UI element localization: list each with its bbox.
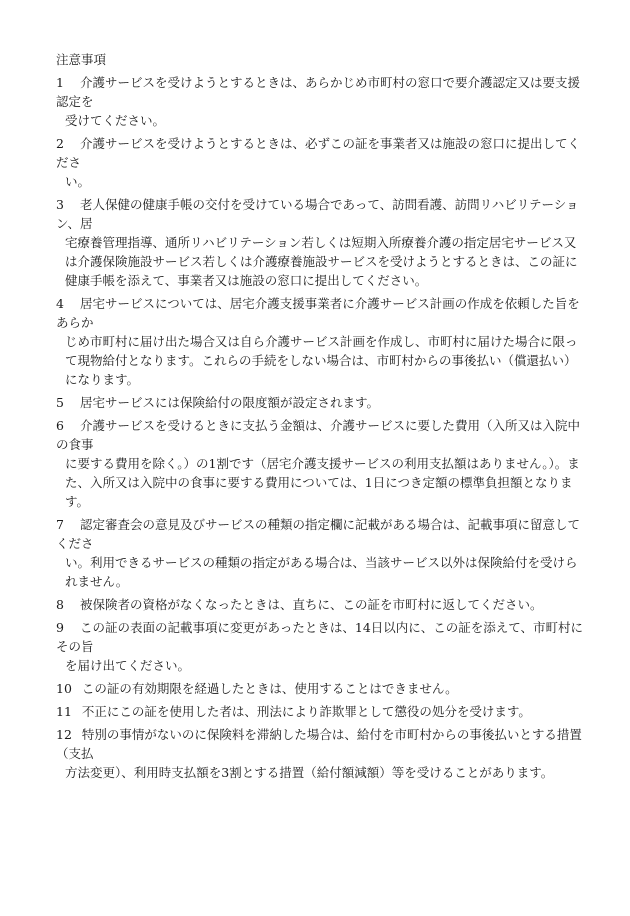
note-number: 6 <box>56 418 64 433</box>
note-text-first-line: この証の表面の記載事項に変更があったときは、14日以内に、この証を添えて、市町村にその旨 <box>56 620 584 654</box>
note-item-12 <box>56 725 584 782</box>
note-number: 10 <box>56 681 72 696</box>
note-item-1 <box>56 73 584 130</box>
note-item-6 <box>56 416 584 511</box>
note-text-first-line: 居宅サービスには保険給付の限度額が設定されます。 <box>80 395 380 410</box>
note-item-8 <box>56 595 584 614</box>
note-number: 4 <box>56 296 64 311</box>
note-number: 3 <box>56 197 64 212</box>
note-item-4 <box>56 294 584 389</box>
note-text-continuation: い。 <box>65 174 91 189</box>
note-text-first-line: この証の有効期限を経過したときは、使用することはできません。 <box>81 681 458 696</box>
note-text-first-line: 介護サービスを受けるときに支払う金額は、介護サービスに要した費用（入所又は入院中の食事 <box>56 418 581 452</box>
note-text-first-line: 介護サービスを受けようとするときは、あらかじめ市町村の窓口で要介護認定又は要支援認定を <box>56 75 581 109</box>
note-number: 2 <box>56 136 64 151</box>
note-item-11 <box>56 702 584 721</box>
note-item-7 <box>56 515 584 591</box>
note-text-first-line: 被保険者の資格がなくなったときは、直ちに、この証を市町村に返してください。 <box>80 597 543 612</box>
note-number: 5 <box>56 395 64 410</box>
note-item-9 <box>56 618 584 675</box>
note-text-first-line: 居宅サービスについては、居宅介護支援事業者に介護サービス計画の作成を依頼した旨をあらか <box>56 296 580 330</box>
note-item-3 <box>56 195 584 290</box>
note-text-first-line: 特別の事情がないのに保険料を滞納した場合は、給付を市町村からの事後払いとする措置（支払 <box>56 727 582 761</box>
note-number: 12 <box>56 727 72 742</box>
notes-heading: 注意事項 <box>56 52 107 67</box>
note-number: 9 <box>56 620 64 635</box>
note-text-first-line: 老人保健の健康手帳の交付を受けている場合であって、訪問看護、訪問リハビリテーション、居 <box>56 197 579 231</box>
note-text-continuation: を届け出てください。 <box>65 658 191 673</box>
note-text-continuation: 受けてください。 <box>65 113 166 128</box>
note-text-first-line: 介護サービスを受けようとするときは、必ずこの証を事業者又は施設の窓口に提出してくださ <box>56 136 581 170</box>
note-number: 7 <box>56 517 64 532</box>
notes-page <box>56 50 584 786</box>
note-item-2 <box>56 134 584 191</box>
note-text-continuation: 方法変更）、利用時支払額を3割とする措置（給付額減額）等を受けることがあります。 <box>65 765 554 780</box>
note-number: 1 <box>56 75 64 90</box>
note-text-continuation: 宅療養管理指導、通所リハビリテーション若しくは短期入所療養介護の指定居宅サービス又は介護保険施設サービス若しくは介護療養施設サービスを受けようとするときは、この証に健康手帳を添えて、事業者又は施設の窓口に提出してください。 <box>65 235 578 288</box>
note-text-continuation: じめ市町村に届け出た場合又は自ら介護サービス計画を作成し、市町村に届けた場合に限って現物給付となります。これらの手続をしない場合は、市町村からの事後払い（償還払い）になります。 <box>65 334 578 387</box>
note-text-first-line: 不正にこの証を使用した者は、刑法により詐欺罪として懲役の処分を受けます。 <box>81 704 531 719</box>
note-item-10 <box>56 679 584 698</box>
note-text-continuation: に要する費用を除く。）の1割です（居宅介護支援サービスの利用支払額はありません。）。また、入所又は入院中の食事に要する費用については、1日につき定額の標準負担額となります。 <box>65 456 580 509</box>
note-text-continuation: い。利用できるサービスの種類の指定がある場合は、当該サービス以外は保険給付を受けられません。 <box>65 555 578 589</box>
note-text-first-line: 認定審査会の意見及びサービスの種類の指定欄に記載がある場合は、記載事項に留意してくださ <box>56 517 581 551</box>
note-number: 8 <box>56 597 64 612</box>
note-number: 11 <box>56 704 72 719</box>
note-item-5 <box>56 393 584 412</box>
